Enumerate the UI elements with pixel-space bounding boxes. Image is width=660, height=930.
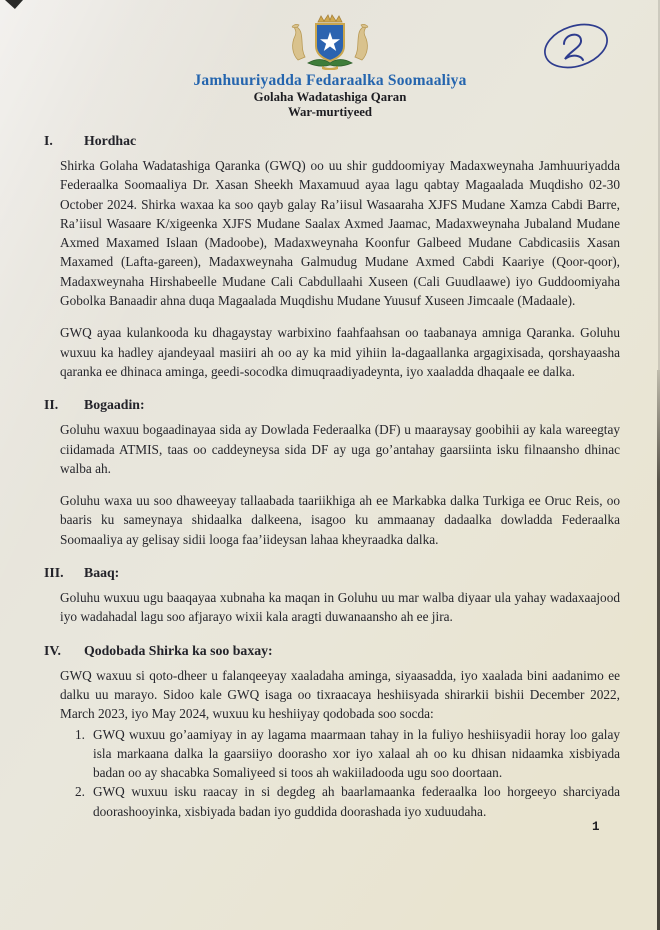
section-title: Bogaadin:: [84, 397, 145, 413]
paragraph: GWQ ayaa kulankooda ku dhagaystay warbixino faahfaahsan oo taabanaya amniga Qaranka. Goluhu wuxuu ka hadley ajandeyaal masiiri ah oo ay ka mid yihiin la-dagaallanka argagixisada, qorshayaasha qaranka ee dhinaca aminga, geedi-socodka dimuqraadiyadeynta, iyo xaaladda dhaqaale ee dalka.: [60, 325, 620, 379]
somalia-coat-of-arms-icon: [278, 14, 382, 70]
list-item-number: 1.: [75, 726, 85, 742]
section-heading: [44, 395, 620, 414]
section-baaq: [44, 563, 620, 627]
paragraph: Goluhu waxa uu soo dhaweeyay tallaabada taariikhiga ah ee Markabka dalka Turkiga ee Oruc Reis, oo baaris ku sameynaya shidaalka dalkeena, isagoo ku ammaanay dadaalka dowladda Federaalka Soomaaliya ay gelisay sidii looga faa’iideysan lahaa kheyraadka dalka.: [60, 493, 620, 547]
paragraph: Goluhu wuxuu ugu baaqayaa xubnaha ka maqan in Goluhu uu mar walba diyaar ula yahay wadaxaajood iyo wadahadal lagu soo afjarayo wixii kala aragti duwanaansho ah ee jira.: [60, 590, 620, 625]
republic-title: Jamhuuriyadda Fedaraalka Soomaaliya: [193, 72, 467, 89]
section-bogaadin: [44, 395, 620, 549]
communique-subtitle: War-murtiyeed: [287, 104, 373, 119]
list-item-text: GWQ wuxuu isku raacay in si degdeg ah baarlamaanka federaalka loo horgeeyo sharciyada doorashooyinka, xisbiyada badan iyo guddida doorashada iyo xuduudaha.: [93, 784, 620, 819]
council-subtitle: Golaha Wadatashiga Qaran: [253, 90, 407, 104]
list-item-number: 2.: [75, 784, 85, 800]
list-item-text: GWQ wuxuu go’aamiyay in ay lagama maarmaan tahay in la fuliyo heshiisyadii horay loo galay isla markaana dalka la gaarsiiyo doorasho xor iyo xalaal ah oo ku dhisan nidaamka xisbiyada badan oo ay shacabka Somaliyeed si toos ah wakiiladooda ugu soo doortaan.: [93, 726, 620, 781]
paragraph: Goluhu waxuu bogaadinayaa sida ay Dowlada Federaalka (DF) u maaraysay goobihii ay kala wareegtay ciidamada ATMIS, taas oo caddeyneysa sida DF ay uga go’antahay gaarsiinta isku filnaansho dhinac walba ah.: [60, 422, 620, 476]
section-qodobada: [44, 641, 620, 821]
page-number: 1: [592, 820, 600, 834]
section-numeral: II.: [44, 397, 59, 413]
section-heading: [44, 641, 620, 660]
list-item: [75, 725, 620, 783]
section-title: Hordhac: [84, 133, 137, 148]
section-numeral: IV.: [44, 642, 62, 658]
paragraph: Shirka Golaha Wadatashiga Qaranka (GWQ) oo uu shir guddoomiyay Madaxweynaha Jamhuuriyadda Federaalka Soomaaliya Dr. Xasan Sheekh Maxamuud ayaa lagu qabtay Magaalada Muqdisho 02-30 October 2024. Shirka waxaa ka soo qayb galay Ra’iisul Wasaaraha XJFS Mudane Xamza Cabdi Barre, Ra’iisul Wasaare K/xigeenka XJFS Mudane Saalax Axmed Jaamac, Madaxweynaha Jubaland Mudane Axmed Maxamed Islaan (Madoobe), Madaxweynaha Koonfur Galbeed Mudane Cabdicasiis Xasan Maxamed (Lafta-gareen), Madaxweynaha Galmudug Mudane Axmed Cabdi Kaariye (Qoor-qoor), Madaxweynaha Hirshabeelle Mudane Cali Cabdullaahi Xuseen (Cali Guudlaawe) iyo Guddoomiyaha Gobolka Banaadir ahna duqa Magaalada Muqdishu Mudane Yuusuf Xuseen Jimcaale (Madaale).: [60, 158, 620, 309]
section-numeral: I.: [44, 133, 53, 148]
document-body: [44, 131, 620, 821]
section-hordhac: [44, 131, 620, 381]
handwritten-circled-2: [538, 14, 620, 80]
section-title: Qodobada Shirka ka soo baxay:: [84, 642, 273, 658]
list-item: [75, 782, 620, 821]
section-numeral: III.: [44, 565, 64, 581]
page-corner-fold: [5, 0, 23, 9]
section-heading: [44, 563, 620, 582]
section-heading: [44, 131, 620, 150]
section-title: Baaq:: [84, 565, 120, 581]
resolutions-list: [75, 725, 620, 821]
paragraph: GWQ waxuu si qoto-dheer u falanqeeyay xaaladaha aminga, siyaasadda, iyo xaalada bini aadanimo ee dalku uu marayo. Sidoo kale GWQ isaga oo tixraacaya heshiisyada shirarkii bishii December 2022, March 2023, iyo May 2024, wuxuu ku heshiiyay qodobada soo socda:: [60, 667, 620, 722]
